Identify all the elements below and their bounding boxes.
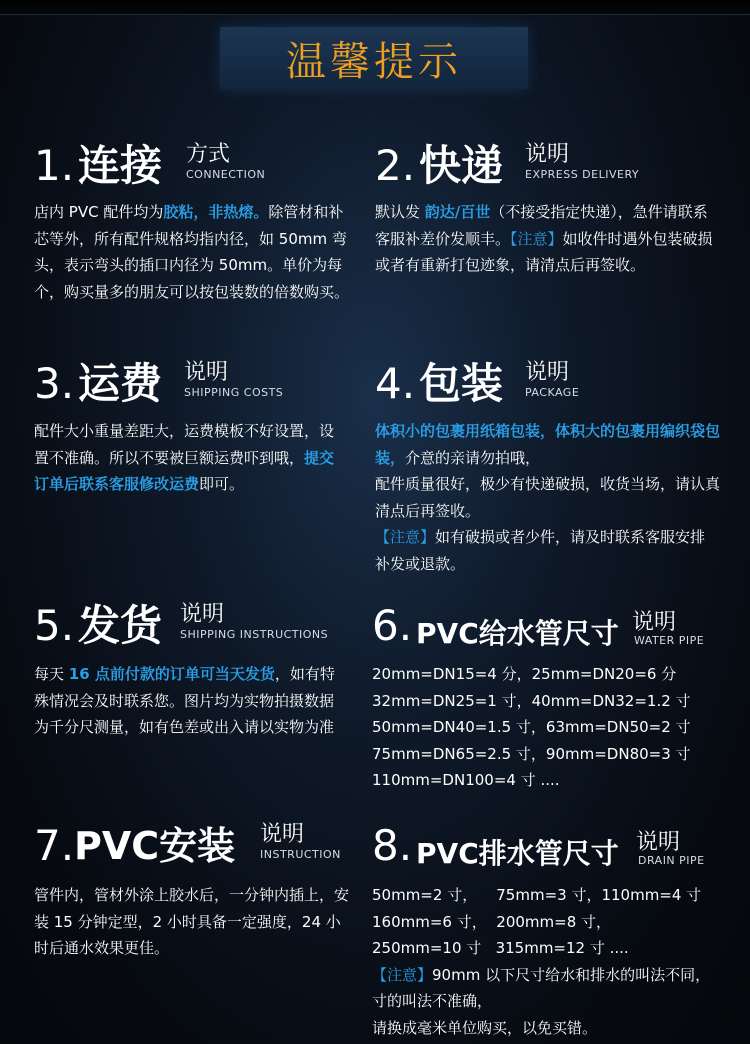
body-text: 介意的亲请勿拍哦，	[405, 448, 541, 467]
section-connection	[34, 142, 389, 305]
section-title: 连接	[78, 141, 163, 190]
section-header	[372, 822, 722, 882]
size-line: 50mm=DN40=1.5 寸，63mm=DN50=2 寸	[372, 718, 691, 736]
section-subtitle-en: SHIPPING INSTRUCTIONS	[180, 628, 329, 641]
body-text: 每天	[34, 665, 69, 683]
size-line: 32mm=DN25=1 寸，40mm=DN32=1.2 寸	[372, 691, 691, 710]
section-delivery	[375, 142, 720, 279]
section-body	[375, 199, 715, 279]
section-installation	[34, 822, 389, 962]
top-bar	[0, 0, 750, 15]
body-text: 除管材和补芯等外，所有配件规格均指内径，如 50mm 弯头，表示弯头的插口内径为 50mm。单价为每个，购买量多的朋友可以按包装数的倍数购买。	[34, 203, 350, 301]
size-line: 20mm=DN15=4 分，25mm=DN20=6 分	[372, 665, 677, 683]
size-line: 250mm=10 寸 315mm=12 寸 ....	[372, 939, 629, 957]
section-header	[372, 602, 722, 662]
section-subtitle: 说明	[184, 360, 229, 385]
section-subtitle: 说明	[636, 830, 681, 855]
section-header	[34, 360, 389, 420]
section-body	[375, 418, 720, 577]
section-number: 6.	[372, 601, 413, 650]
section-subtitle-en: PACKAGE	[525, 386, 580, 399]
section-title: 快递	[419, 141, 504, 190]
body-text: 配件质量很好，极少有快递破损，收货当场，请认真清点后再签收。	[375, 475, 721, 520]
section-shipping-costs	[34, 360, 389, 498]
section-body	[372, 882, 717, 1041]
section-title: 包装	[419, 359, 504, 408]
section-subtitle: 说明	[632, 610, 677, 635]
note-label: 【注意】	[372, 965, 433, 984]
section-title: PVC给水管尺寸	[416, 617, 619, 650]
note-label: 【注意】	[375, 528, 436, 546]
section-subtitle-en: WATER PIPE	[634, 634, 705, 647]
section-title: 运费	[78, 359, 163, 408]
section-subtitle-en: DRAIN PIPE	[638, 854, 705, 867]
highlight-text: 16 点前付款的订单可当天发货	[68, 665, 275, 683]
section-body	[34, 199, 352, 305]
note-label: 【注意】	[510, 229, 563, 248]
body-text: 管件内，管材外涂上胶水后，一分钟内插上，安装 15 分钟定型，2 小时具备一定强度，24 小时后通水效果更佳。	[34, 886, 350, 957]
section-subtitle: 说明	[180, 602, 225, 627]
section-number: 2.	[375, 141, 416, 190]
highlight-text: 胶粘，非热熔。	[163, 203, 269, 221]
section-subtitle-en: EXPRESS DELIVERY	[525, 168, 640, 181]
body-text: 如收件时遇外包装破损或者有重新打包迹象，请清点后再签收。	[375, 229, 713, 274]
size-line: 75mm=DN65=2.5 寸，90mm=DN80=3 寸	[372, 744, 691, 763]
section-body	[34, 661, 346, 741]
section-header	[34, 142, 389, 202]
section-number: 5.	[34, 601, 75, 650]
body-text: 请换成毫米单位购买，以免买错。	[372, 1018, 598, 1037]
section-body	[34, 882, 349, 962]
section-subtitle-en: SHIPPING COSTS	[184, 386, 284, 399]
highlight-text: 提交订单后联系客服修改运费	[34, 448, 335, 493]
section-subtitle: 说明	[260, 822, 305, 847]
section-header	[375, 360, 720, 420]
body-text: 默认发	[375, 203, 425, 221]
section-header	[375, 142, 720, 202]
section-package	[375, 360, 720, 577]
section-shipping-instructions	[34, 602, 389, 741]
section-subtitle: 方式	[186, 142, 231, 167]
highlight-text: 韵达/百世	[424, 203, 491, 221]
body-text: ，如有特殊情况会及时联系您。图片均为实物拍摄数据为千分尺测量，如有色差或出入请以实物为准	[34, 665, 335, 736]
size-line: 50mm=2 寸， 75mm=3 寸，110mm=4 寸	[372, 886, 702, 904]
body-text: 即可。	[199, 475, 245, 493]
section-water-pipe	[372, 602, 722, 794]
body-text: 配件大小重量差距大，运费模板不好设置，设置不准确。所以不要被巨额运费吓到哦，	[34, 422, 335, 467]
section-subtitle-en: INSTRUCTION	[260, 848, 341, 861]
body-text: （不接受指定快递），急件请联系客服补差价发顺丰。	[375, 203, 708, 248]
body-text: 店内 PVC 配件均为	[34, 203, 164, 221]
section-title: 发货	[78, 601, 163, 650]
section-subtitle: 说明	[525, 142, 570, 167]
section-header	[34, 602, 389, 662]
section-title: PVC排水管尺寸	[416, 837, 619, 870]
section-header	[34, 822, 389, 882]
section-number: 7.	[34, 821, 75, 870]
section-number: 1.	[34, 141, 75, 190]
section-subtitle: 说明	[525, 360, 570, 385]
section-body	[34, 418, 344, 498]
section-drain-pipe	[372, 822, 722, 1041]
section-number: 4.	[375, 359, 416, 408]
size-line: 160mm=6 寸， 200mm=8 寸，	[372, 912, 612, 931]
page-title-banner	[220, 27, 528, 89]
section-title: PVC安装	[74, 824, 236, 868]
section-body	[372, 661, 722, 794]
section-number: 8.	[372, 821, 413, 870]
highlight-text: 体积小的包裹用纸箱包装，体积大的包裹用编织袋包装，	[375, 422, 721, 467]
page-title: 温馨提示	[286, 38, 462, 85]
size-line: 110mm=DN100=4 寸 ....	[372, 771, 560, 789]
section-number: 3.	[34, 359, 75, 408]
body-text: 90mm 以下尺寸给水和排水的叫法不同，寸的叫法不准确，	[372, 965, 711, 1010]
body-text: 如有破损或者少件，请及时联系客服安排补发或退款。	[375, 528, 706, 573]
section-subtitle-en: CONNECTION	[186, 168, 266, 181]
